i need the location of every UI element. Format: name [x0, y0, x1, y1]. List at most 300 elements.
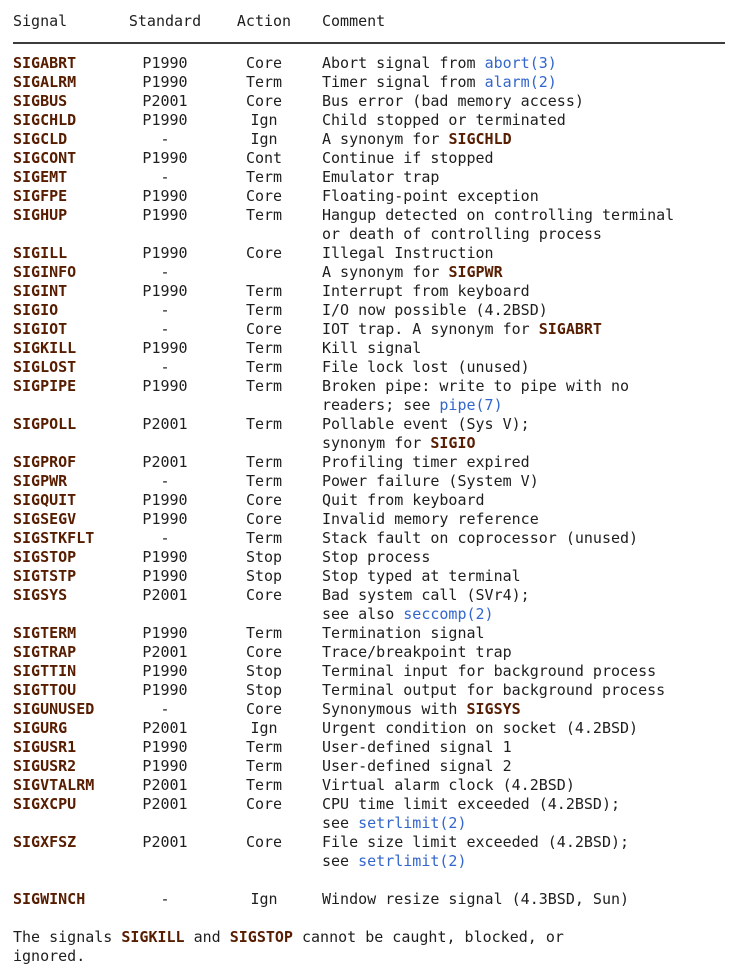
table-row [13, 548, 725, 567]
signal-name: SIGPIPE [13, 377, 77, 395]
standard-cell: P1990 [142, 187, 188, 205]
standard-cell: P2001 [142, 776, 188, 794]
standard-cell: - [160, 358, 170, 376]
comment-cell [318, 567, 725, 586]
table-row [13, 415, 725, 453]
comment-line [322, 54, 725, 73]
standard-cell: - [160, 301, 170, 319]
text: and [184, 928, 230, 946]
comment-cell [318, 643, 725, 662]
table-row [13, 624, 725, 643]
comment-cell [318, 339, 725, 358]
standard-cell: P2001 [142, 719, 188, 737]
comment-cell [318, 757, 725, 776]
signal-ref: SIGSYS [466, 700, 521, 718]
comment-cell [318, 586, 725, 624]
signal-ref: SIGKILL [121, 928, 185, 946]
action-cell: Core [245, 643, 283, 661]
action-cell: Core [245, 586, 283, 604]
comment-line [322, 187, 725, 206]
table-row [13, 472, 725, 491]
signal-name: SIGSYS [13, 586, 68, 604]
comment-line [322, 358, 725, 377]
standard-cell: - [160, 529, 170, 547]
standard-cell: P2001 [142, 586, 188, 604]
text: File lock lost (unused) [322, 358, 530, 376]
signal-name: SIGTTIN [13, 662, 77, 680]
action-cell: Stop [245, 567, 283, 585]
signal-ref: SIGPWR [448, 263, 503, 281]
standard-cell: - [160, 472, 170, 490]
comment-line [322, 624, 725, 643]
text: Interrupt from keyboard [322, 282, 530, 300]
signal-name: SIGTTOU [13, 681, 77, 699]
action-cell: Core [245, 833, 283, 851]
action-cell: Stop [245, 548, 283, 566]
comment-cell [318, 263, 725, 282]
signal-name: SIGCHLD [13, 111, 77, 129]
comment-line [322, 244, 725, 263]
comment-line [322, 548, 725, 567]
column-header-signal: Signal [13, 12, 68, 30]
standard-cell: P1990 [142, 54, 188, 72]
comment-cell [318, 890, 725, 909]
signal-name: SIGINT [13, 282, 68, 300]
comment-cell [318, 54, 725, 73]
comment-line [322, 605, 725, 624]
text: Trace/breakpoint trap [322, 643, 512, 661]
standard-cell: P2001 [142, 643, 188, 661]
comment-line [322, 453, 725, 472]
comment-line [322, 852, 725, 871]
table-row [13, 206, 725, 244]
man-page-link[interactable]: setrlimit(2) [358, 814, 467, 832]
table-row [13, 510, 725, 529]
table-row [13, 738, 725, 757]
standard-cell: P2001 [142, 833, 188, 851]
action-cell: Term [245, 738, 283, 756]
standard-cell: P1990 [142, 282, 188, 300]
signal-name: SIGINFO [13, 263, 77, 281]
action-cell: Core [245, 491, 283, 509]
comment-line [322, 814, 725, 833]
comment-cell [318, 472, 725, 491]
text: see [322, 814, 359, 832]
text: ignored. [13, 947, 86, 965]
column-header-comment: Comment [322, 12, 386, 30]
text: Stack fault on coprocessor (unused) [322, 529, 639, 547]
comment-cell [318, 681, 725, 700]
comment-line [322, 757, 725, 776]
text: Stop typed at terminal [322, 567, 521, 585]
action-cell: Term [245, 453, 283, 471]
comment-cell [318, 111, 725, 130]
comment-line [322, 263, 725, 282]
standard-cell: P1990 [142, 757, 188, 775]
action-cell: Ign [250, 111, 278, 129]
text: synonym for [322, 434, 431, 452]
text: Invalid memory reference [322, 510, 539, 528]
action-cell: Term [245, 358, 283, 376]
action-cell: Term [245, 206, 283, 224]
comment-line [322, 681, 725, 700]
signal-name: SIGUNUSED [13, 700, 95, 718]
comment-cell [318, 548, 725, 567]
standard-cell: - [160, 320, 170, 338]
comment-cell [318, 73, 725, 92]
comment-line [322, 130, 725, 149]
table-row [13, 149, 725, 168]
text: see [322, 852, 359, 870]
action-cell: Ign [250, 890, 278, 908]
text: Continue if stopped [322, 149, 494, 167]
signal-name: SIGBUS [13, 92, 68, 110]
text: Terminal input for background process [322, 662, 657, 680]
comment-cell [318, 795, 725, 833]
table-body [13, 54, 725, 909]
comment-cell [318, 130, 725, 149]
comment-cell [318, 700, 725, 719]
text: see also [322, 605, 404, 623]
signal-table [13, 12, 725, 909]
footer-line [13, 947, 725, 966]
signal-name: SIGTSTP [13, 567, 77, 585]
footer-note [13, 928, 725, 966]
action-cell: Term [245, 73, 283, 91]
comment-cell [318, 149, 725, 168]
text: I/O now possible (4.2BSD) [322, 301, 548, 319]
signal-name: SIGUSR1 [13, 738, 77, 756]
standard-cell: P1990 [142, 339, 188, 357]
standard-cell: - [160, 130, 170, 148]
comment-line [322, 472, 725, 491]
action-cell: Term [245, 301, 283, 319]
man-page-link[interactable]: seccomp(2) [403, 605, 494, 623]
table-row [13, 339, 725, 358]
table-row [13, 700, 725, 719]
text: CPU time limit exceeded (4.2BSD); [322, 795, 621, 813]
signal-name: SIGCONT [13, 149, 77, 167]
table-row [13, 662, 725, 681]
text: Termination signal [322, 624, 485, 642]
standard-cell: P2001 [142, 453, 188, 471]
signal-name: SIGUSR2 [13, 757, 77, 775]
table-row [13, 776, 725, 795]
standard-cell: P2001 [142, 795, 188, 813]
comment-line [322, 111, 725, 130]
comment-cell [318, 776, 725, 795]
action-cell: Core [245, 244, 283, 262]
comment-cell [318, 282, 725, 301]
text: Kill signal [322, 339, 422, 357]
text: Timer signal from [322, 73, 485, 91]
comment-cell [318, 491, 725, 510]
comment-cell [318, 662, 725, 681]
signal-name: SIGPWR [13, 472, 68, 490]
comment-line [322, 738, 725, 757]
text: Power failure (System V) [322, 472, 539, 490]
text: Bad system call (SVr4); [322, 586, 530, 604]
man-page-link[interactable]: alarm(2) [484, 73, 557, 91]
signal-name: SIGSTOP [13, 548, 77, 566]
standard-cell: - [160, 890, 170, 908]
signal-name: SIGABRT [13, 54, 77, 72]
standard-cell: - [160, 700, 170, 718]
comment-cell [318, 510, 725, 529]
comment-line [322, 776, 725, 795]
standard-cell: P1990 [142, 738, 188, 756]
table-row [13, 111, 725, 130]
signal-name: SIGFPE [13, 187, 68, 205]
table-row [13, 453, 725, 472]
comment-cell [318, 453, 725, 472]
comment-line [322, 415, 725, 434]
comment-cell [318, 415, 725, 453]
action-cell: Term [245, 168, 283, 186]
text: User-defined signal 1 [322, 738, 512, 756]
text: cannot be caught, blocked, or [292, 928, 564, 946]
comment-line [322, 890, 725, 909]
standard-cell: P1990 [142, 624, 188, 642]
standard-cell: P1990 [142, 548, 188, 566]
text: Floating-point exception [322, 187, 539, 205]
comment-line [322, 586, 725, 605]
comment-line [322, 662, 725, 681]
table-row [13, 320, 725, 339]
action-cell: Stop [245, 681, 283, 699]
standard-cell: P1990 [142, 73, 188, 91]
header-rule [13, 42, 725, 44]
signal-name: SIGHUP [13, 206, 68, 224]
comment-line [322, 719, 725, 738]
standard-cell: P1990 [142, 206, 188, 224]
text: Terminal output for background process [322, 681, 666, 699]
action-cell: Ign [250, 130, 278, 148]
standard-cell: - [160, 168, 170, 186]
signal-ref: SIGSTOP [229, 928, 293, 946]
signal-name: SIGILL [13, 244, 68, 262]
text: The signals [13, 928, 122, 946]
text: Pollable event (Sys V); [322, 415, 530, 433]
signal-name: SIGXCPU [13, 795, 77, 813]
comment-cell [318, 833, 725, 871]
comment-line [322, 510, 725, 529]
text: User-defined signal 2 [322, 757, 512, 775]
table-row [13, 567, 725, 586]
comment-line [322, 168, 725, 187]
signal-name: SIGCLD [13, 130, 68, 148]
action-cell: Ign [250, 719, 278, 737]
action-cell: Core [245, 187, 283, 205]
column-header-action: Action [236, 12, 292, 30]
text: Child stopped or terminated [322, 111, 566, 129]
table-row [13, 54, 725, 73]
action-cell: Term [245, 339, 283, 357]
signal-name: SIGLOST [13, 358, 77, 376]
signal-name: SIGVTALRM [13, 776, 95, 794]
standard-cell: P1990 [142, 244, 188, 262]
table-row [13, 833, 725, 871]
text: A synonym for [322, 263, 449, 281]
table-row [13, 168, 725, 187]
man-page-link[interactable]: pipe(7) [439, 396, 503, 414]
text: Quit from keyboard [322, 491, 485, 509]
comment-line [322, 795, 725, 814]
comment-line [322, 282, 725, 301]
signal-name: SIGTERM [13, 624, 77, 642]
comment-line [322, 301, 725, 320]
comment-line [322, 206, 725, 225]
comment-cell [318, 301, 725, 320]
text: Abort signal from [322, 54, 485, 72]
table-row [13, 263, 725, 282]
comment-cell [318, 377, 725, 415]
action-cell: Term [245, 472, 283, 490]
signal-name: SIGIOT [13, 320, 68, 338]
comment-line [322, 700, 725, 719]
man-page-link[interactable]: setrlimit(2) [358, 852, 467, 870]
action-cell: Stop [245, 662, 283, 680]
comment-line [322, 529, 725, 548]
action-cell: Term [245, 529, 283, 547]
table-row [13, 92, 725, 111]
signal-name: SIGPROF [13, 453, 77, 471]
action-cell: Core [245, 320, 283, 338]
action-cell: Term [245, 282, 283, 300]
text: Urgent condition on socket (4.2BSD) [322, 719, 639, 737]
table-row [13, 719, 725, 738]
footer-line [13, 928, 725, 947]
comment-line [322, 491, 725, 510]
table-row [13, 757, 725, 776]
table-row [13, 282, 725, 301]
signal-ref: SIGIO [430, 434, 476, 452]
text: Synonymous with [322, 700, 467, 718]
signal-name: SIGEMT [13, 168, 68, 186]
comment-line [322, 377, 725, 396]
action-cell: Cont [245, 149, 283, 167]
action-cell: Term [245, 757, 283, 775]
comment-line [322, 396, 725, 415]
comment-cell [318, 719, 725, 738]
standard-cell: P1990 [142, 491, 188, 509]
text: Emulator trap [322, 168, 440, 186]
man-page-link[interactable]: abort(3) [484, 54, 557, 72]
action-cell: Core [245, 54, 283, 72]
signal-name: SIGSEGV [13, 510, 77, 528]
comment-cell [318, 206, 725, 244]
table-row [13, 73, 725, 92]
standard-cell: P2001 [142, 92, 188, 110]
text: Broken pipe: write to pipe with no [322, 377, 630, 395]
standard-cell: P1990 [142, 662, 188, 680]
comment-cell [318, 92, 725, 111]
comment-cell [318, 187, 725, 206]
text: A synonym for [322, 130, 449, 148]
table-row [13, 187, 725, 206]
standard-cell: P1990 [142, 567, 188, 585]
comment-line [322, 149, 725, 168]
comment-cell [318, 320, 725, 339]
signal-name: SIGQUIT [13, 491, 77, 509]
comment-cell [318, 244, 725, 263]
table-row [13, 681, 725, 700]
text: File size limit exceeded (4.2BSD); [322, 833, 630, 851]
action-cell: Core [245, 510, 283, 528]
standard-cell: P1990 [142, 681, 188, 699]
signal-name: SIGXFSZ [13, 833, 77, 851]
table-row [13, 358, 725, 377]
signal-name: SIGTRAP [13, 643, 77, 661]
comment-line [322, 643, 725, 662]
comment-line [322, 434, 725, 453]
comment-line [322, 320, 725, 339]
table-row [13, 244, 725, 263]
signal-name: SIGKILL [13, 339, 77, 357]
table-row [13, 795, 725, 833]
signal-name: SIGSTKFLT [13, 529, 95, 547]
comment-line [322, 833, 725, 852]
text: readers; see [322, 396, 440, 414]
table-row [13, 377, 725, 415]
action-cell: Term [245, 624, 283, 642]
signal-name: SIGIO [13, 301, 59, 319]
action-cell: Term [245, 776, 283, 794]
signal-name: SIGWINCH [13, 890, 86, 908]
action-cell: Term [245, 377, 283, 395]
comment-cell [318, 624, 725, 643]
comment-cell [318, 738, 725, 757]
comment-line [322, 92, 725, 111]
table-row [13, 491, 725, 510]
text: Illegal Instruction [322, 244, 494, 262]
text: Virtual alarm clock (4.2BSD) [322, 776, 575, 794]
table-row [13, 529, 725, 548]
action-cell: Term [245, 415, 283, 433]
table-row [13, 301, 725, 320]
column-header-standard: Standard [128, 12, 202, 30]
text: Stop process [322, 548, 431, 566]
signal-name: SIGURG [13, 719, 68, 737]
standard-cell: - [160, 263, 170, 281]
table-row [13, 643, 725, 662]
standard-cell: P1990 [142, 510, 188, 528]
text: IOT trap. A synonym for [322, 320, 539, 338]
comment-cell [318, 168, 725, 187]
comment-line [322, 225, 725, 244]
signal-ref: SIGCHLD [448, 130, 512, 148]
text: or death of controlling process [322, 225, 602, 243]
comment-line [322, 339, 725, 358]
text: Bus error (bad memory access) [322, 92, 584, 110]
table-row [13, 586, 725, 624]
text: Hangup detected on controlling terminal [322, 206, 675, 224]
action-cell: Core [245, 795, 283, 813]
table-row [13, 130, 725, 149]
comment-cell [318, 529, 725, 548]
comment-cell [318, 358, 725, 377]
table-header-row [13, 12, 725, 31]
text: Window resize signal (4.3BSD, Sun) [322, 890, 630, 908]
table-row [13, 890, 725, 909]
signal-ref: SIGABRT [538, 320, 602, 338]
action-cell: Core [245, 700, 283, 718]
standard-cell: P1990 [142, 111, 188, 129]
comment-line [322, 567, 725, 586]
comment-line [322, 73, 725, 92]
signal-name: SIGALRM [13, 73, 77, 91]
signal-name: SIGPOLL [13, 415, 77, 433]
